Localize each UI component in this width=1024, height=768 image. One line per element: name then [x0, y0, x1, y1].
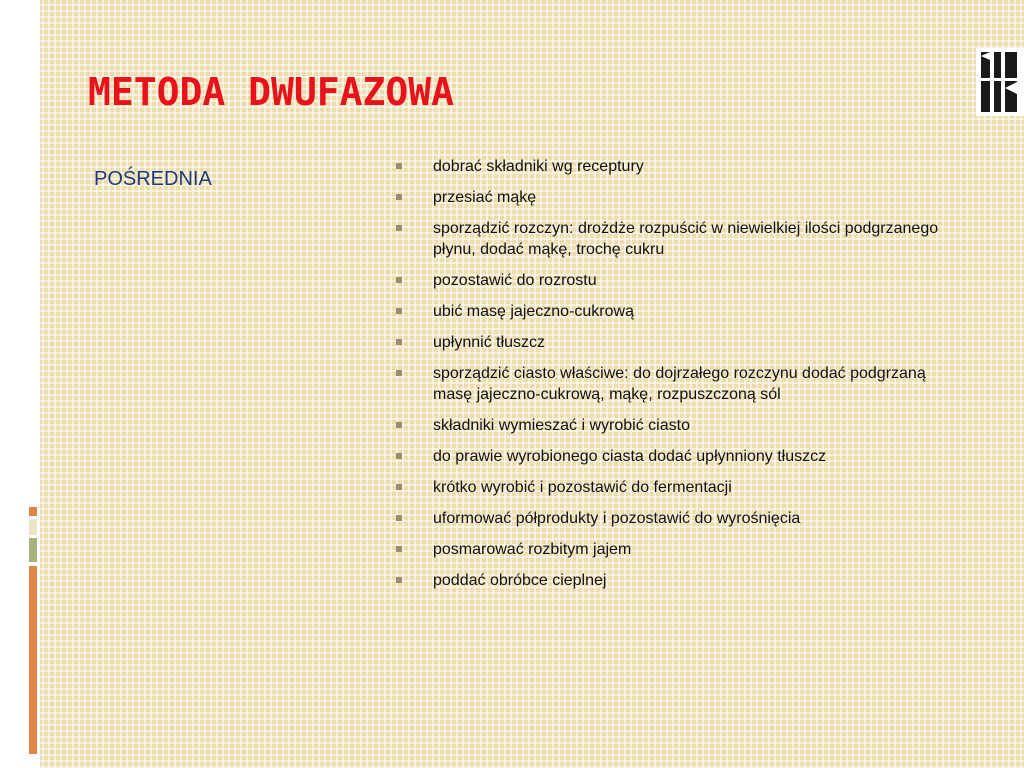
square-bullet-icon — [396, 422, 402, 428]
square-bullet-icon — [396, 453, 402, 459]
decorative-bar-orange-small — [29, 507, 37, 516]
list-item — [396, 446, 966, 467]
list-item-text: sporządzić ciasto właściwe: do dojrzałego rozczynu dodać podgrzaną masę jajeczno-cukrową, mąkę, rozpuszczoną sól — [433, 365, 926, 403]
list-item — [396, 415, 966, 436]
list-item — [396, 156, 966, 177]
square-bullet-icon — [396, 163, 402, 169]
square-bullet-icon — [396, 577, 402, 583]
window-pane-graphic-icon — [976, 48, 1024, 116]
list-item — [396, 539, 966, 560]
list-item — [396, 301, 966, 322]
slide-title: METODA DWUFAZOWA — [88, 70, 455, 114]
list-item-text: upłynnić tłuszcz — [433, 334, 546, 351]
list-item-text: przesiać mąkę — [433, 189, 537, 206]
square-bullet-icon — [396, 308, 402, 314]
list-item-text: posmarować rozbitym jajem — [433, 541, 632, 558]
list-item — [396, 218, 966, 260]
square-bullet-icon — [396, 194, 402, 200]
square-bullet-icon — [396, 370, 402, 376]
square-bullet-icon — [396, 339, 402, 345]
list-item — [396, 270, 966, 291]
decorative-bar-green — [29, 538, 37, 562]
list-item — [396, 363, 966, 405]
list-item-text: składniki wymieszać i wyrobić ciasto — [433, 417, 690, 434]
list-item — [396, 570, 966, 591]
list-item-text: poddać obróbce cieplnej — [433, 572, 607, 589]
square-bullet-icon — [396, 277, 402, 283]
list-item-text: krótko wyrobić i pozostawić do fermentacji — [433, 479, 732, 496]
list-item — [396, 187, 966, 208]
list-item — [396, 508, 966, 529]
square-bullet-icon — [396, 484, 402, 490]
square-bullet-icon — [396, 546, 402, 552]
decorative-bar-cream — [29, 519, 37, 535]
list-item-text: sporządzić rozczyn: drożdże rozpuścić w niewielkiej ilości podgrzanego płynu, dodać mąkę, trochę cukru — [433, 220, 939, 258]
list-item-text: do prawie wyrobionego ciasta dodać upłynniony tłuszcz — [433, 448, 827, 465]
list-item — [396, 332, 966, 353]
square-bullet-icon — [396, 225, 402, 231]
list-item-text: pozostawić do rozrostu — [433, 272, 597, 289]
steps-list — [396, 156, 966, 601]
list-item-text: ubić masę jajeczno-cukrową — [433, 303, 634, 320]
list-item-text: dobrać składniki wg receptury — [433, 158, 644, 175]
square-bullet-icon — [396, 515, 402, 521]
list-item — [396, 477, 966, 498]
list-item-text: uformować półprodukty i pozostawić do wyrośnięcia — [433, 510, 801, 527]
decorative-bar-orange-long — [29, 566, 37, 754]
slide-subtitle: POŚREDNIA — [94, 168, 212, 190]
